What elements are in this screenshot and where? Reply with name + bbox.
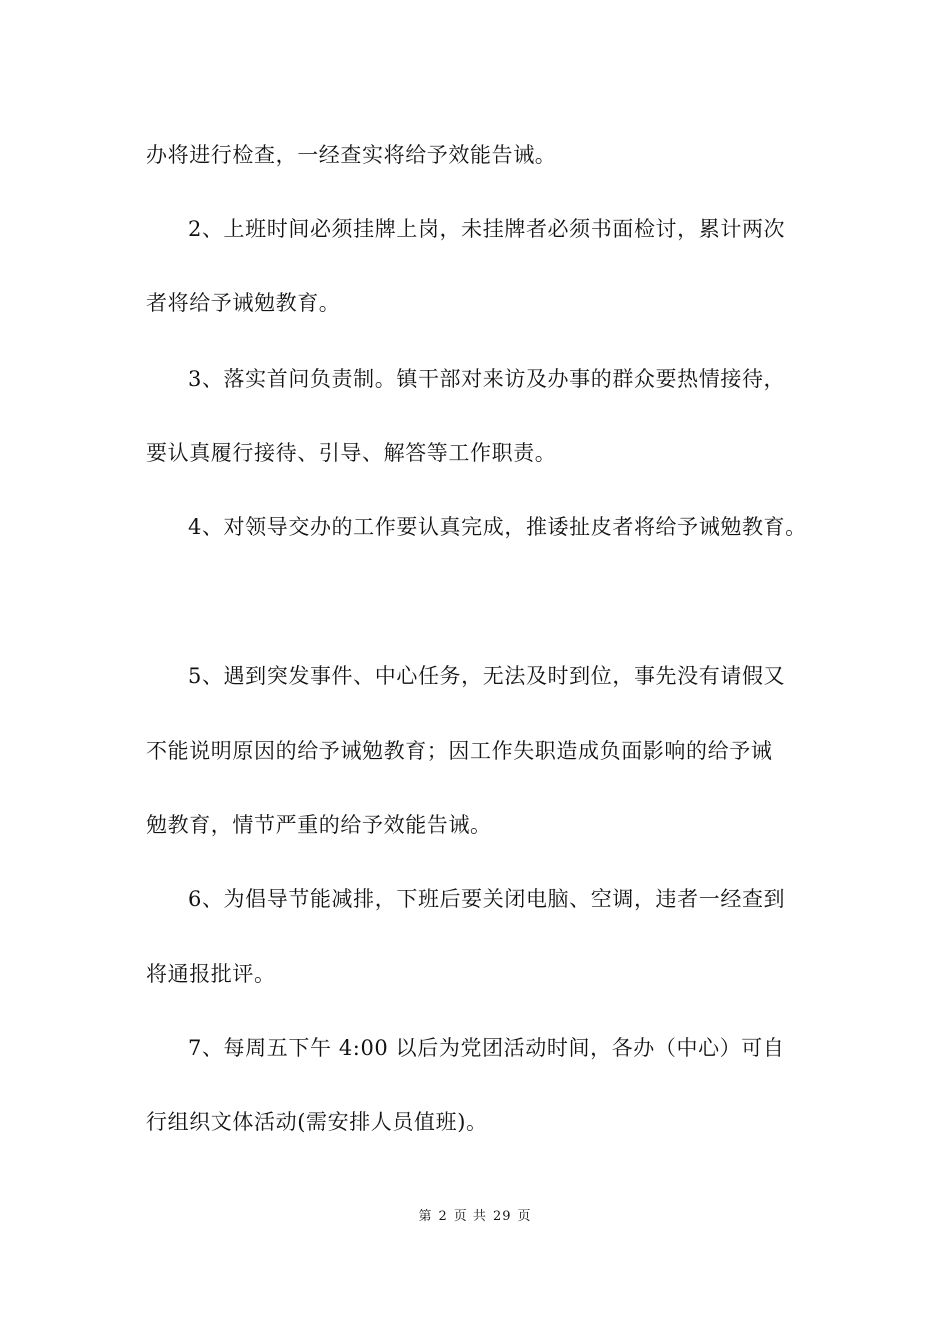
paragraph-line: 者将给予诫勉教育。 xyxy=(146,291,341,315)
paragraph-line: 要认真履行接待、引导、解答等工作职责。 xyxy=(146,441,557,465)
paragraph-line: 2、上班时间必须挂牌上岗，未挂牌者必须书面检讨，累计两次 xyxy=(188,217,786,241)
footer-middle: 页 共 xyxy=(453,1209,487,1224)
paragraph-line: 4、对领导交办的工作要认真完成，推诿扯皮者将给予诫勉教育。 xyxy=(188,515,807,539)
paragraph-line: 将通报批评。 xyxy=(146,962,276,986)
paragraph-line: 7、每周五下午 4:00 以后为党团活动时间，各办（中心）可自 xyxy=(188,1036,785,1060)
paragraph-line: 6、为倡导节能减排，下班后要关闭电脑、空调，违者一经查到 xyxy=(188,887,786,911)
paragraph-line: 勉教育，情节严重的给予效能告诫。 xyxy=(146,813,492,837)
footer-suffix: 页 xyxy=(517,1209,532,1224)
paragraph-line: 3、落实首问负责制。镇干部对来访及办事的群众要热情接待， xyxy=(188,367,786,391)
paragraph-line: 5、遇到突发事件、中心任务，无法及时到位，事先没有请假又 xyxy=(188,664,786,688)
paragraph-line: 不能说明原因的给予诫勉教育；因工作失职造成负面影响的给予诫 xyxy=(146,739,773,763)
paragraph-line: 行组织文体活动(需安排人员值班)。 xyxy=(146,1110,488,1134)
footer-prefix: 第 xyxy=(418,1209,433,1224)
paragraph-line: 办将进行检查，一经查实将给予效能告诫。 xyxy=(146,143,557,167)
footer-total-pages: 29 xyxy=(492,1209,512,1224)
footer-current-page: 2 xyxy=(438,1209,448,1224)
page-footer xyxy=(0,1208,950,1226)
